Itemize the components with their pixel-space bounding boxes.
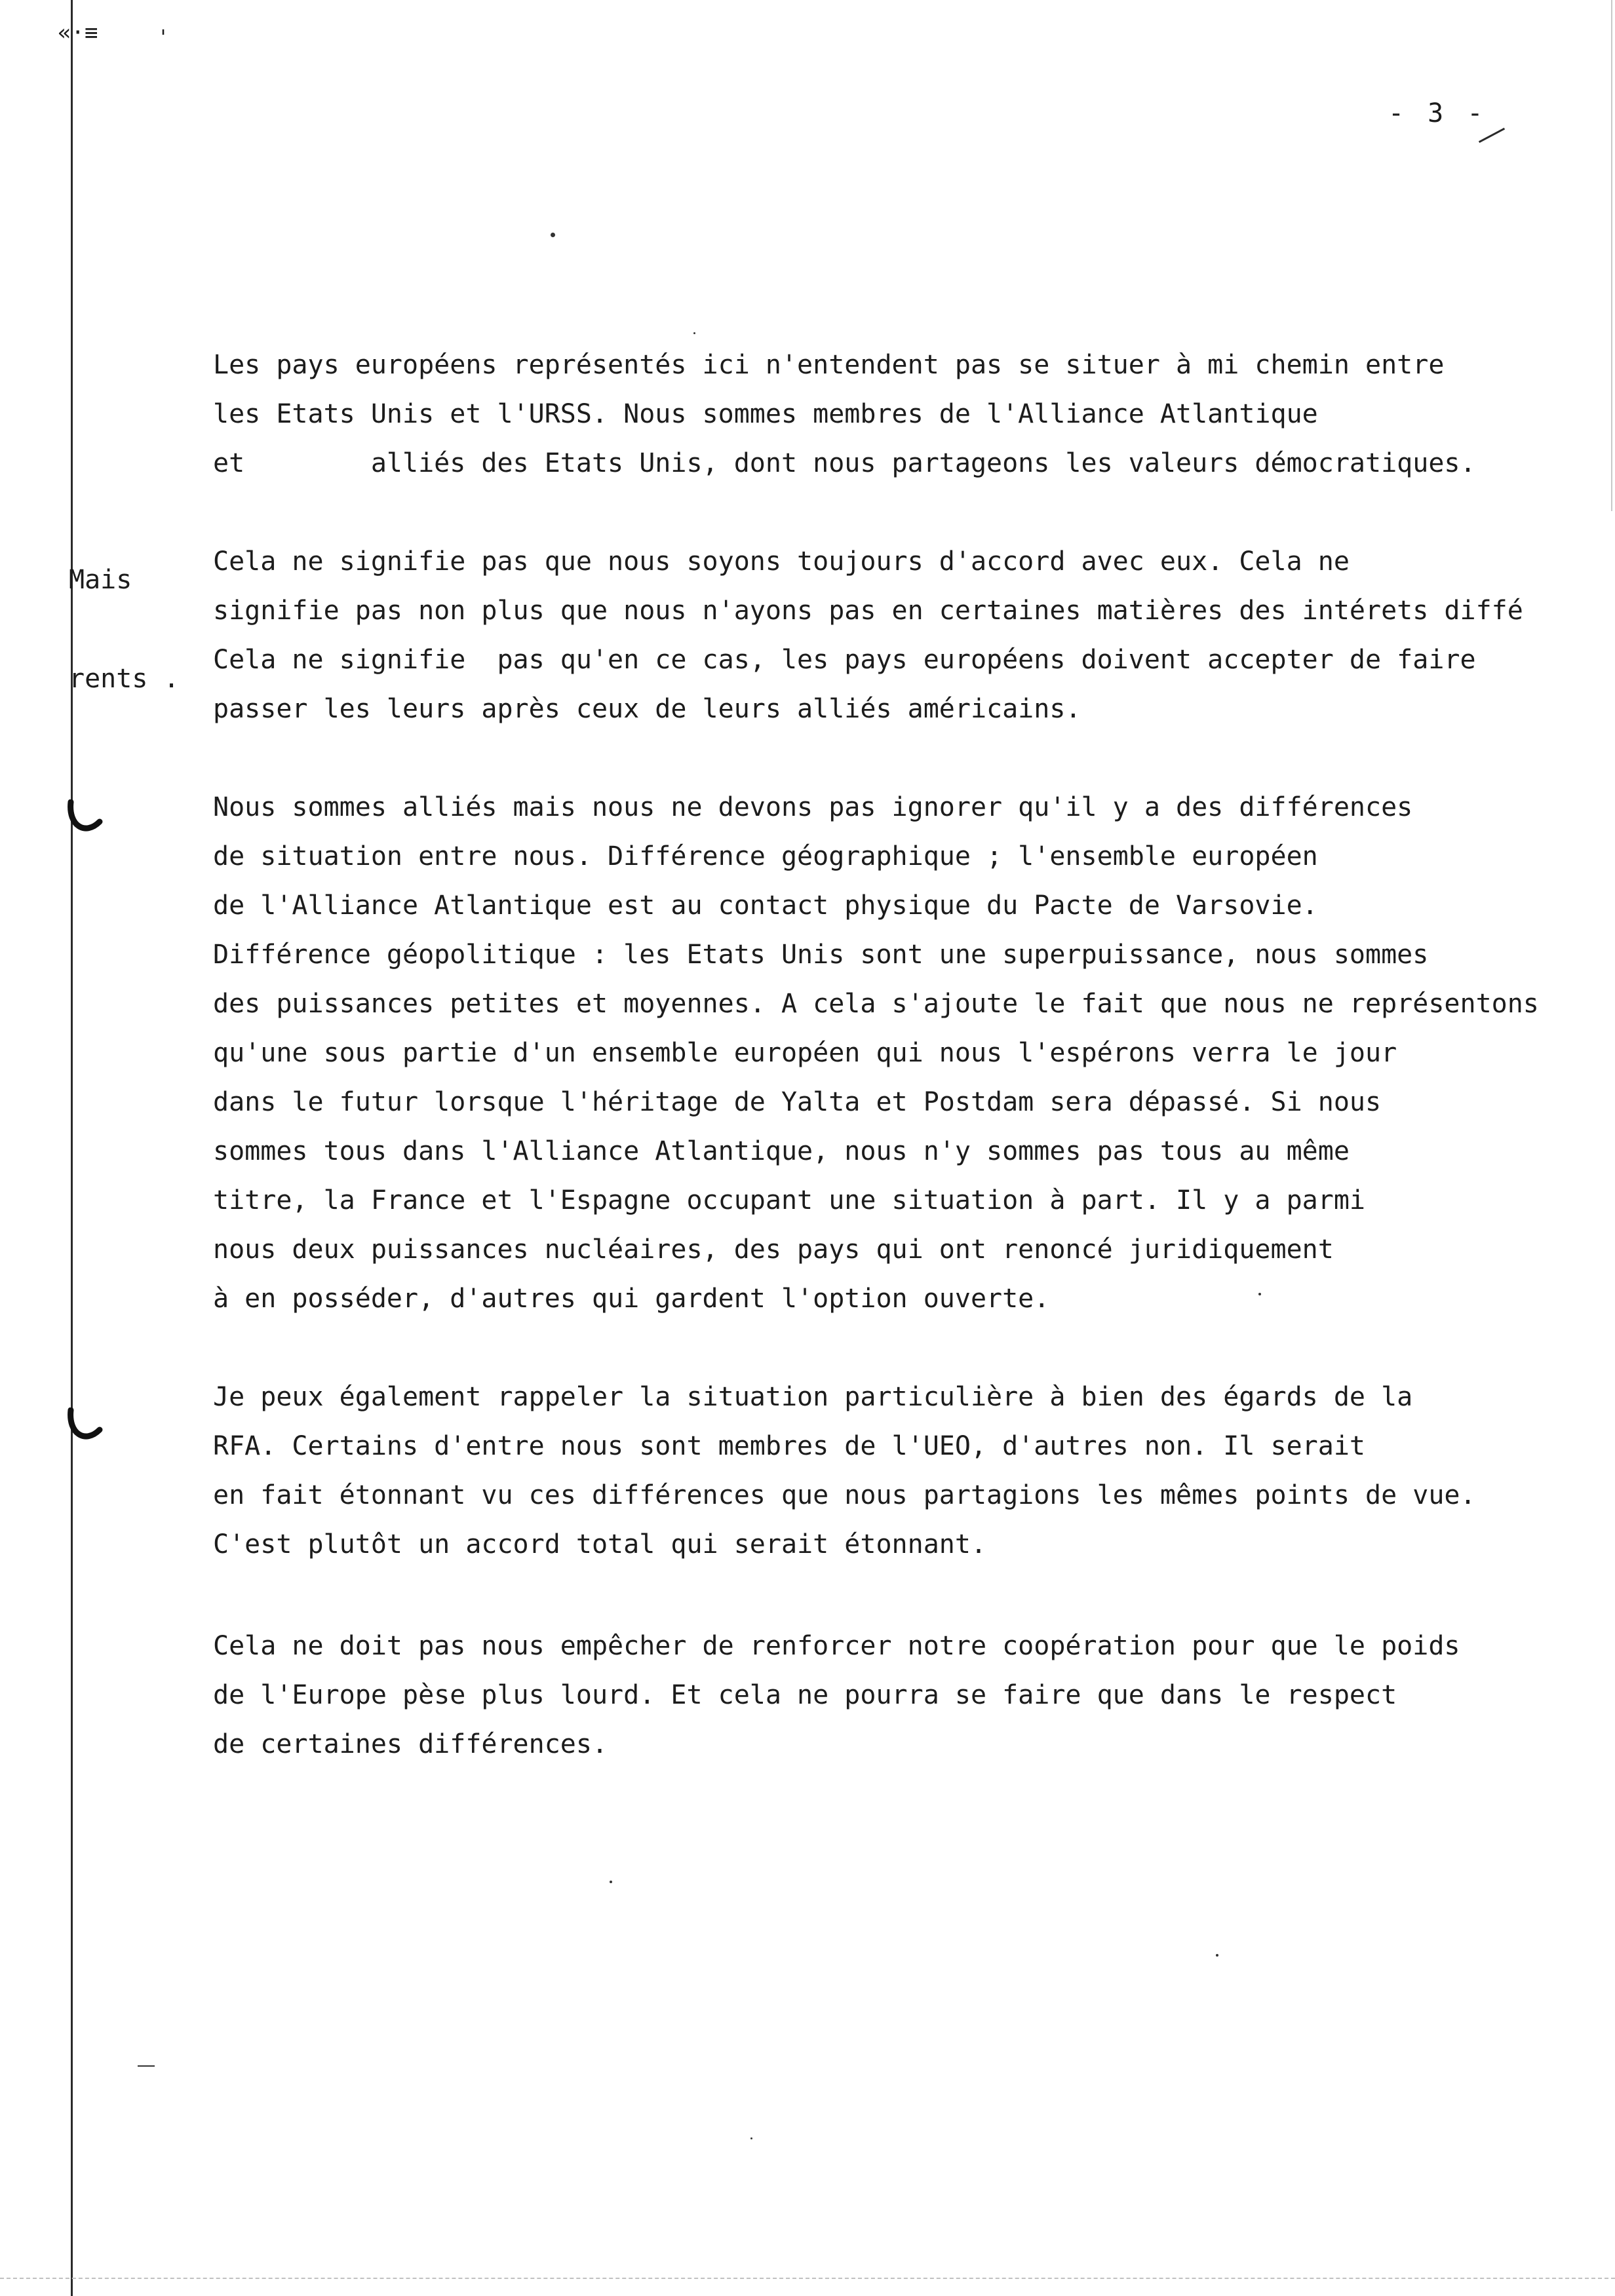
scan-speck [610, 1881, 612, 1883]
text-line: en fait étonnant vu ces différences que nous partagions les mêmes points de vue. [213, 1480, 1476, 1510]
handwritten-tick [1479, 128, 1505, 143]
text-line: qu'une sous partie d'un ensemble européen qui nous l'espérons verra le jour [213, 1038, 1397, 1068]
paragraph-bracket-mark [66, 1407, 105, 1447]
text-line: Je peux également rappeler la situation particulière à bien des égards de la [213, 1382, 1413, 1412]
text-line: passer les leurs après ceux de leurs alliés américains. [213, 694, 1081, 724]
right-edge-line [1611, 0, 1612, 511]
paragraph-5 [213, 1622, 1603, 1769]
text-line: C'est plutôt un accord total qui serait étonnant. [213, 1529, 987, 1559]
text-line: des puissances petites et moyennes. A cela s'ajoute le fait que nous ne représentons [213, 989, 1539, 1019]
text-line: de l'Alliance Atlantique est au contact physique du Pacte de Varsovie. [213, 890, 1318, 921]
text-line: nous deux puissances nucléaires, des pays qui ont renoncé juridiquement [213, 1234, 1334, 1265]
text-line: signifie pas non plus que nous n'ayons pas en certaines matières des intérets diffé [213, 596, 1523, 626]
text-line: de situation entre nous. Différence géographique ; l'ensemble européen [213, 841, 1318, 871]
text-line: titre, la France et l'Espagne occupant une situation à part. Il y a parmi [213, 1185, 1365, 1215]
text-line: sommes tous dans l'Alliance Atlantique, nous n'y sommes pas tous au même [213, 1136, 1350, 1166]
margin-note-rents: rents . [69, 664, 180, 694]
scan-speck [551, 233, 555, 237]
text-line: de certaines différences. [213, 1729, 608, 1759]
text-line: et alliés des Etats Unis, dont nous partageons les valeurs démocratiques. [213, 448, 1476, 478]
paragraph-bracket-mark [66, 799, 105, 839]
text-line: Cela ne signifie pas que nous soyons toujours d'accord avec eux. Cela ne [213, 546, 1350, 577]
page-number: - 3 - [1388, 98, 1487, 128]
text-line: Nous sommes alliés mais nous ne devons pas ignorer qu'il y a des différences [213, 792, 1413, 822]
text-line: de l'Europe pèse plus lourd. Et cela ne pourra se faire que dans le respect [213, 1680, 1397, 1710]
text-line: RFA. Certains d'entre nous sont membres de l'UEO, d'autres non. Il serait [213, 1431, 1365, 1461]
text-line: dans le futur lorsque l'héritage de Yalta et Postdam sera dépassé. Si nous [213, 1087, 1382, 1117]
paragraph-3 [213, 783, 1603, 1324]
text-line: les Etats Unis et l'URSS. Nous sommes membres de l'Alliance Atlantique [213, 399, 1318, 429]
corner-mark-secondary: ' [157, 26, 170, 49]
paragraph-2 [213, 537, 1603, 734]
text-line: à en posséder, d'autres qui gardent l'option ouverte. [213, 1284, 1050, 1314]
left-margin-line [71, 0, 73, 2296]
text-line: Cela ne signifie pas qu'en ce cas, les pays européens doivent accepter de faire [213, 645, 1476, 675]
scan-speck [750, 2137, 752, 2139]
scan-bottom-edge [0, 2278, 1615, 2280]
paragraph-1 [213, 341, 1603, 488]
corner-mark: «·≡ [58, 20, 98, 46]
text-line: Cela ne doit pas nous empêcher de renforcer notre coopération pour que le poids [213, 1631, 1460, 1661]
text-line: Différence géopolitique : les Etats Unis sont une superpuissance, nous sommes [213, 940, 1429, 970]
scan-speck [138, 2065, 155, 2067]
scan-speck [1216, 1954, 1218, 1957]
text-line: Les pays européens représentés ici n'entendent pas se situer à mi chemin entre [213, 350, 1445, 380]
scan-speck [1258, 1293, 1261, 1295]
margin-note-mais: Mais [69, 565, 132, 595]
scan-speck [693, 332, 695, 334]
paragraph-4 [213, 1373, 1603, 1569]
